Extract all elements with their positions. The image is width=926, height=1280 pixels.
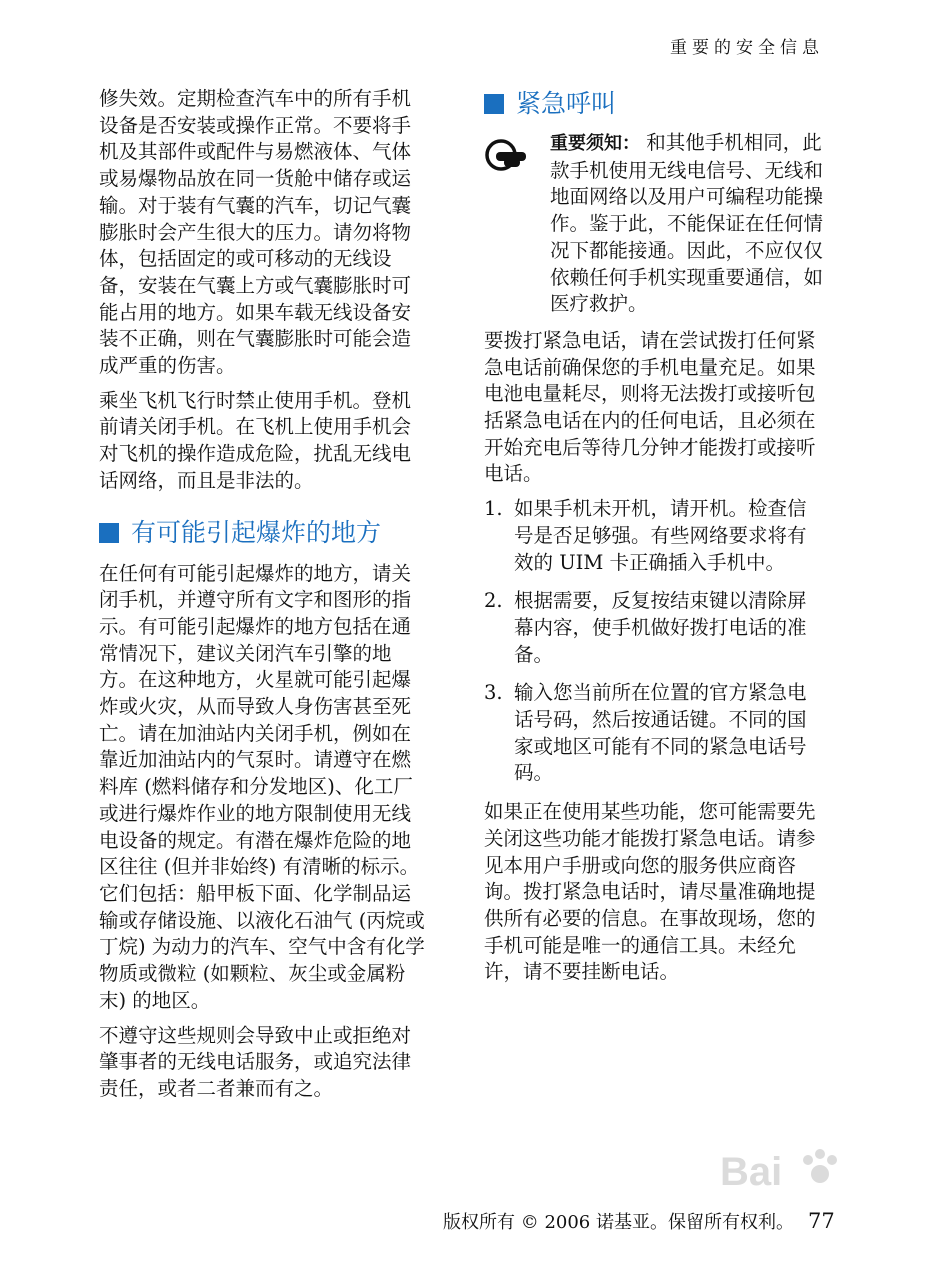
paragraph: 如果正在使用某些功能，您可能需要先关闭这些功能才能拨打紧急电话。请参见本用户手册或向您的服务供应商咨询。拨打紧急电话时，请尽量准确地提供所有必要的信息。在事故现场，您的手机可能是唯一的通信工具。未经允许，请不要挂断电话。 xyxy=(484,800,816,984)
running-header: 重要的安全信息 xyxy=(670,38,824,58)
section-title: 有可能引起爆炸的地方 xyxy=(131,517,382,547)
notice-body: 和其他手机相同，此款手机使用无线电信号、无线和地面网络以及用户可编程功能操作。鉴于此，不能保证在任何情况下都能接通。因此，不应仅仅依赖任何手机实现重要通信，如医疗救护。 xyxy=(550,131,824,316)
baidu-watermark-logo xyxy=(720,1140,870,1200)
square-bullet-icon xyxy=(484,94,504,114)
paragraph: 在任何有可能引起爆炸的地方，请关闭手机，并遵守所有文字和图形的指示。有可能引起爆炸的地方包括在通常情况下，建议关闭汽车引擎的地方。在这种地方，火星就可能引起爆炸或火灾，从而导致人身伤害甚至死亡。请在加油站内关闭手机，例如在靠近加油站内的气泵时。请遵守在燃料库 (燃料储存和分发地区)、化工厂或进行爆炸作业的地方限制使用无线电设备的规定。有潜在爆炸危险的地区往往 (但并非始终) 有清晰的标示。它们包括：船甲板下面、化学制品运输或存储设施、以液化石油气 (丙烷或丁烷) 为动力的汽车、空气中含有化学物质或微粒 (如颗粒、灰尘或金属粉末) 的地区。 xyxy=(99,561,425,1012)
paragraph: 要拨打紧急电话，请在尝试拨打任何紧急电话前确保您的手机电量充足。如果电池电量耗尽，则将无法拨打或接听包括紧急电话在内的任何电话，且必须在开始充电后等待几分钟才能拨打或接听电话。 xyxy=(484,328,816,486)
paragraph: 不遵守这些规则会导致中止或拒绝对肇事者的无线电话服务，或追究法律责任，或者二者兼而有之。 xyxy=(99,1023,412,1100)
step-number: 2. xyxy=(484,589,503,613)
step-text: 根据需要，反复按结束键以清除屏幕内容，使手机做好拨打电话的准备。 xyxy=(514,589,807,666)
page-number: 77 xyxy=(807,1209,835,1233)
step-text: 输入您当前所在位置的官方紧急电话号码，然后按通话键。不同的国家或地区可能有不同的紧急电话号码。 xyxy=(514,681,807,785)
section-title: 紧急呼叫 xyxy=(516,89,617,118)
paragraph: 乘坐飞机飞行时禁止使用手机。登机前请关闭手机。在飞机上使用手机会对飞机的操作造成危险，扰乱无线电话网络，而且是非法的。 xyxy=(99,388,412,492)
notice-label: 重要须知： xyxy=(550,133,640,154)
section-heading-explosive xyxy=(99,517,429,549)
hand-pointing-icon xyxy=(484,130,540,318)
list-item xyxy=(484,588,824,668)
square-bullet-icon xyxy=(99,523,119,543)
left-column xyxy=(99,86,429,1111)
important-notice xyxy=(484,130,824,318)
svg-text:Bai: Bai xyxy=(720,1150,783,1194)
copyright-text: 版权所有 © 2006 诺基亚。保留所有权利。 xyxy=(443,1212,794,1233)
page-footer xyxy=(443,1208,835,1234)
section-heading-emergency xyxy=(484,88,824,120)
step-text: 如果手机未开机，请开机。检查信号是否足够强。有些网络要求将有效的 UIM 卡正确插入手机中。 xyxy=(514,497,807,574)
steps-list xyxy=(484,496,824,787)
right-column xyxy=(484,86,824,994)
list-item xyxy=(484,496,824,576)
step-number: 3. xyxy=(484,681,503,705)
paragraph: 修失效。定期检查汽车中的所有手机设备是否安装或操作正常。不要将手机及其部件或配件与易燃液体、气体或易爆物品放在同一货舱中储存或运输。对于装有气囊的汽车，切记气囊膨胀时会产生很大的压力。请勿将物体，包括固定的或可移动的无线设备，安装在气囊上方或气囊膨胀时可能占用的地方。如果车载无线设备安装不正确，则在气囊膨胀时可能会造成严重的伤害。 xyxy=(99,87,412,378)
notice-text xyxy=(550,130,824,318)
step-number: 1. xyxy=(484,497,503,521)
list-item xyxy=(484,680,824,787)
